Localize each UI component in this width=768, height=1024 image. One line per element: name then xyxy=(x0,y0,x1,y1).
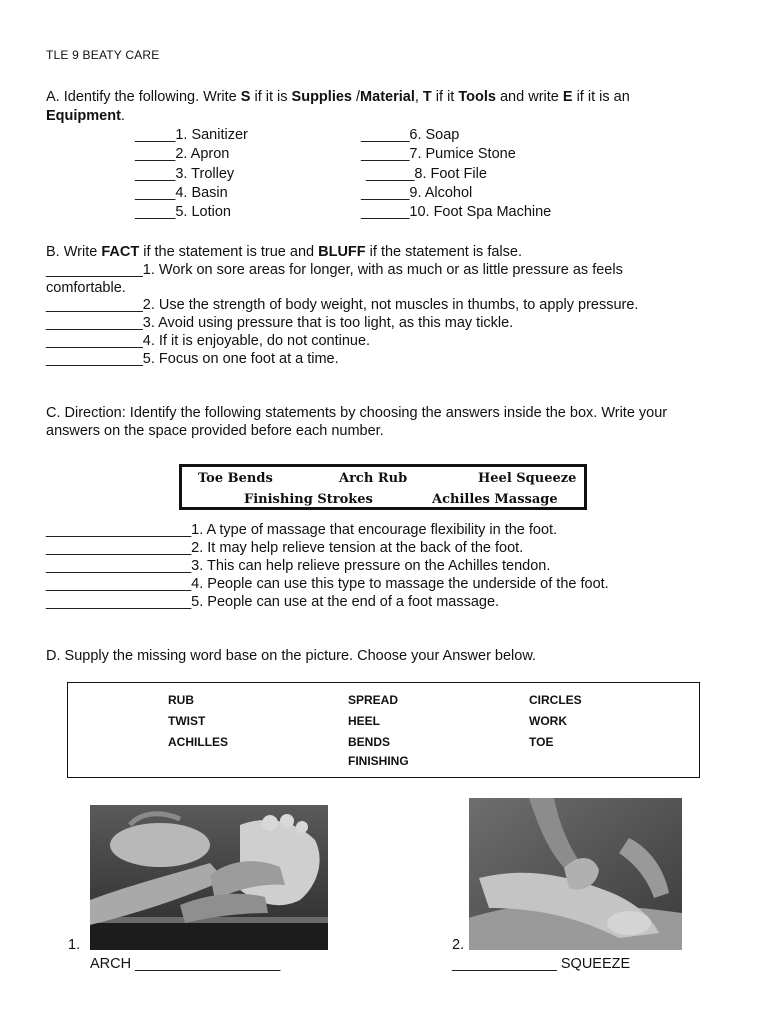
text: and write xyxy=(495,89,563,105)
section-c-item-2: __________________2. It may help relieve tension at the back of the foot. xyxy=(46,540,524,556)
text: if it xyxy=(431,89,459,105)
section-c-item-3: __________________3. This can help relieve pressure on the Achilles tendon. xyxy=(46,558,551,574)
arch-rub-photo xyxy=(90,805,328,950)
word-achilles: ACHILLES xyxy=(168,735,228,749)
section-b-item-4: ____________4. If it is enjoyable, do not continue. xyxy=(46,333,371,349)
text: . xyxy=(120,108,125,124)
word-circles: CIRCLES xyxy=(529,693,582,707)
text: if it is xyxy=(250,89,292,105)
text: B. Write xyxy=(46,244,102,260)
text: Material xyxy=(360,89,415,105)
text: T xyxy=(422,89,432,105)
section-b-item-2: ____________2. Use the strength of body weight, not muscles in thumbs, to apply pressure. xyxy=(46,297,639,313)
text: if the statement is true and xyxy=(139,244,319,260)
section-c-item-5: __________________5. People can use at the end of a foot massage. xyxy=(46,594,500,610)
section-b-instruction xyxy=(46,243,522,261)
choice-arch-rub: Arch Rub xyxy=(339,471,408,486)
text: A. Identify the following. Write xyxy=(46,89,241,105)
text: if the statement is false. xyxy=(365,244,522,260)
text: FACT xyxy=(101,244,140,260)
section-a-item-9: ______9. Alcohol xyxy=(361,185,473,201)
text: Supplies xyxy=(291,89,352,105)
section-c-choice-box xyxy=(179,464,587,510)
section-a-instruction xyxy=(46,88,630,106)
picture-2-number: 2. xyxy=(452,937,465,953)
word-twist: TWIST xyxy=(168,714,206,728)
word-work: WORK xyxy=(529,714,567,728)
picture-1-caption: ARCH __________________ xyxy=(90,956,281,972)
text: BLUFF xyxy=(318,244,366,260)
picture-2-caption: _____________ SQUEEZE xyxy=(452,956,631,972)
word-spread: SPREAD xyxy=(348,693,399,707)
text: / xyxy=(351,89,361,105)
section-a-item-8: ______8. Foot File xyxy=(366,166,487,182)
choice-achilles-massage: Achilles Massage xyxy=(432,492,558,507)
section-c-item-4: __________________4. People can use this type to massage the underside of the foot. xyxy=(46,576,609,592)
section-a-item-10: ______10. Foot Spa Machine xyxy=(361,204,552,220)
section-a-item-5: _____5. Lotion xyxy=(135,204,231,220)
choice-heel-squeeze: Heel Squeeze xyxy=(478,471,577,486)
section-b-item-1-cont: comfortable. xyxy=(46,280,126,296)
choice-finishing-strokes: Finishing Strokes xyxy=(244,492,373,507)
text: if it is an xyxy=(572,89,630,105)
text: Equipment xyxy=(46,108,121,124)
word-toe: TOE xyxy=(529,735,554,749)
section-b-item-5: ____________5. Focus on one foot at a time. xyxy=(46,351,339,367)
section-a-item-4: _____4. Basin xyxy=(135,185,228,201)
word-rub: RUB xyxy=(168,693,194,707)
section-c-item-1: __________________1. A type of massage that encourage flexibility in the foot. xyxy=(46,522,558,538)
section-b-item-3: ____________3. Avoid using pressure that is too light, as this may tickle. xyxy=(46,315,514,331)
worksheet-header: TLE 9 BEATY CARE xyxy=(46,48,160,62)
section-a-item-1: _____1. Sanitizer xyxy=(135,127,248,143)
text: , xyxy=(414,89,423,105)
text: S xyxy=(240,89,251,105)
text: E xyxy=(562,89,573,105)
section-c-instruction-cont: answers on the space provided before each number. xyxy=(46,423,384,439)
section-b-item-1: ____________1. Work on sore areas for longer, with as much or as little pressure as feels xyxy=(46,262,623,278)
word-bends: BENDS xyxy=(348,735,391,749)
section-c-instruction: C. Direction: Identify the following statements by choosing the answers inside the box. Write your xyxy=(46,405,668,421)
heel-squeeze-photo xyxy=(469,798,682,950)
section-d-instruction: D. Supply the missing word base on the picture. Choose your Answer below. xyxy=(46,648,537,664)
picture-1-number: 1. xyxy=(68,937,81,953)
section-a-item-7: ______7. Pumice Stone xyxy=(361,146,516,162)
word-finishing: FINISHING xyxy=(348,754,409,768)
section-a-item-3: _____3. Trolley xyxy=(135,166,235,182)
section-d-word-box xyxy=(67,682,700,778)
section-a-item-6: ______6. Soap xyxy=(361,127,460,143)
section-a-instruction-cont xyxy=(46,107,125,125)
section-a-item-2: _____2. Apron xyxy=(135,146,230,162)
word-heel: HEEL xyxy=(348,714,381,728)
text: Tools xyxy=(458,89,496,105)
choice-toe-bends: Toe Bends xyxy=(198,471,273,486)
